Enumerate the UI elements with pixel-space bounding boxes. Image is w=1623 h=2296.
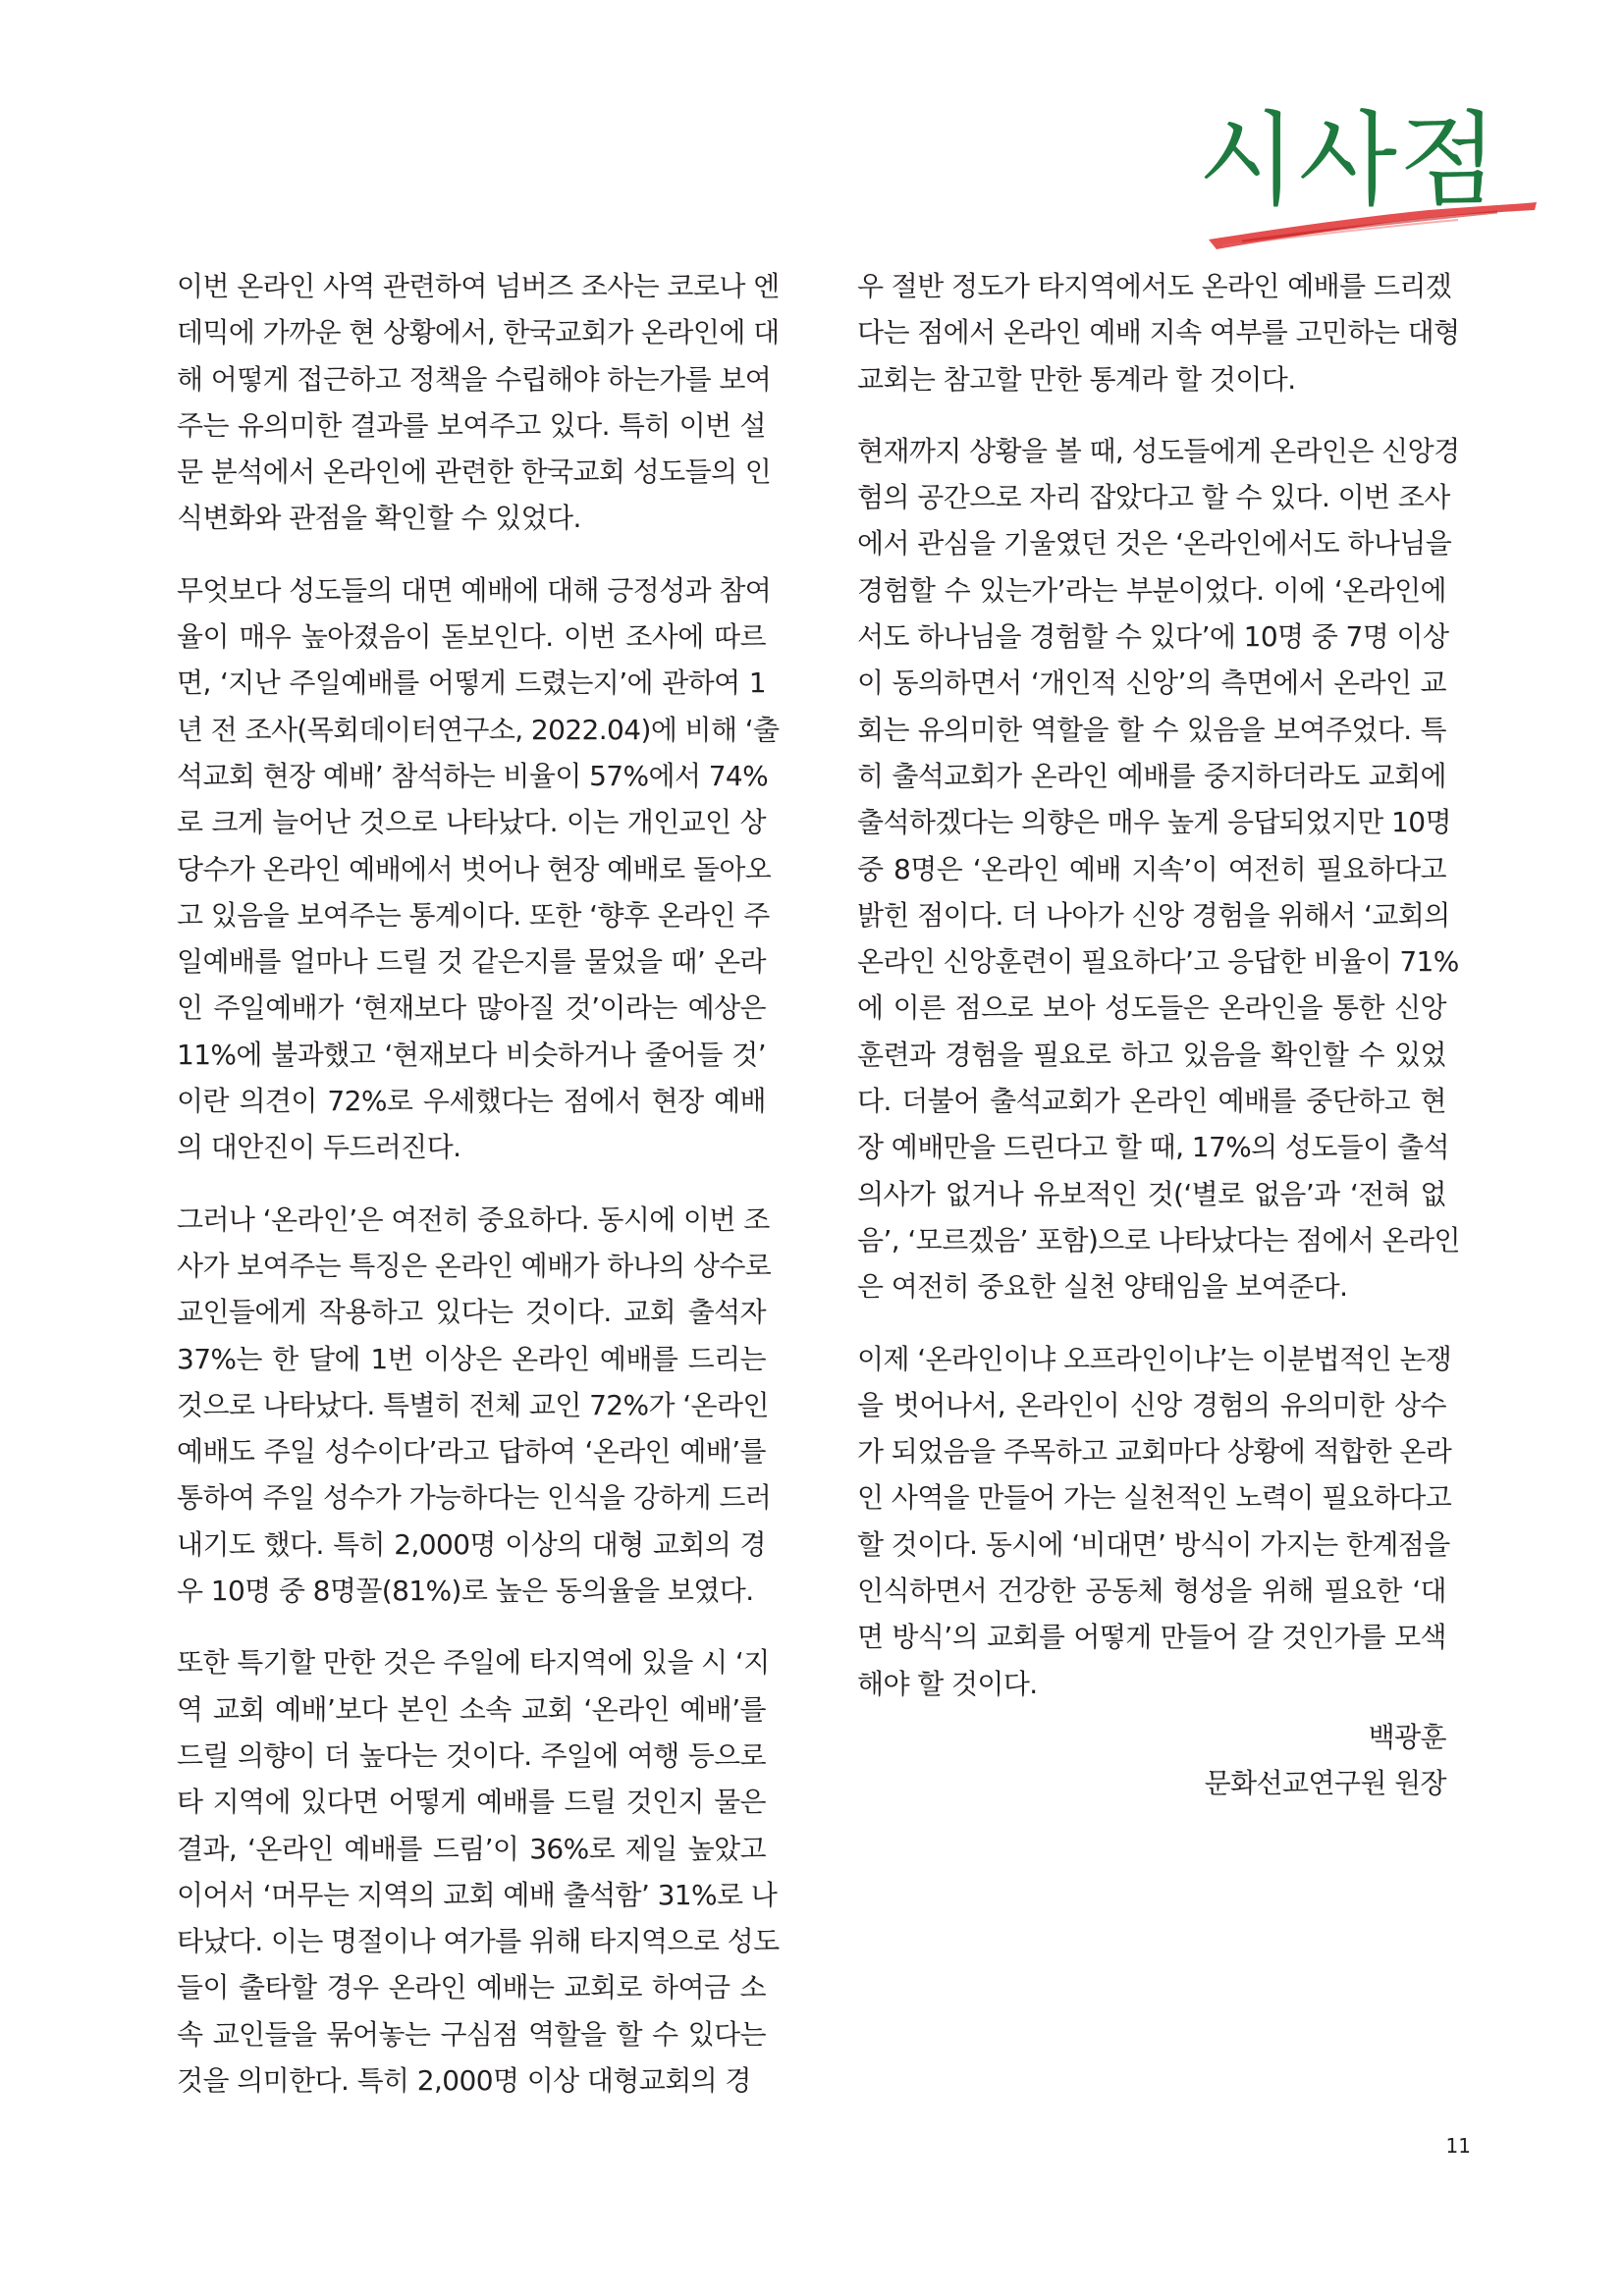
text-line: 예배도 주일 성수이다’라고 답하여 ‘온라인 예배’를 — [177, 1435, 766, 1468]
text-line: 이어서 ‘머무는 지역의 교회 예배 출석함’ 31%로 나 — [177, 1878, 778, 1911]
body-paragraph — [177, 567, 780, 1171]
text-line: 험의 공간으로 자리 잡았다고 할 수 있다. 이번 조사 — [857, 481, 1450, 514]
text-line: 이제 ‘온라인이냐 오프라인이냐’는 이분법적인 논쟁 — [857, 1342, 1452, 1375]
author-name: 백광훈 — [1368, 1721, 1446, 1753]
text-line: 회는 유의미한 역할을 할 수 있음을 보여주었다. 특 — [857, 713, 1446, 746]
text-line: 타났다. 이는 명절이나 여가를 위해 타지역으로 성도 — [177, 1925, 780, 1958]
text-line: 결과, ‘온라인 예배를 드림’이 36%로 제일 높았고 — [177, 1832, 766, 1865]
text-line: 내기도 했다. 특히 2,000명 이상의 대형 교회의 경 — [177, 1527, 766, 1561]
text-line: 것을 의미한다. 특히 2,000명 이상 대형교회의 경 — [177, 2063, 751, 2097]
text-line: 우 10명 중 8명꼴(81%)로 높은 동의율을 보였다. — [177, 1575, 754, 1608]
text-line: 일예배를 얼마나 드릴 것 같은지를 물었을 때’ 온라 — [177, 945, 766, 979]
text-line: 그러나 ‘온라인’은 여전히 중요하다. 동시에 이번 조 — [177, 1202, 770, 1236]
text-line: 의사가 없거나 유보적인 것(‘별로 없음’과 ‘전혀 없 — [857, 1177, 1446, 1210]
text-line: 율이 매우 높아졌음이 돋보인다. 이번 조사에 따르 — [177, 620, 766, 654]
text-line: 통하여 주일 성수가 가능하다는 인식을 강하게 드러 — [177, 1481, 772, 1515]
text-line: 교회는 참고할 만한 통계라 할 것이다. — [857, 362, 1296, 396]
text-line: 주는 유의미한 결과를 보여주고 있다. 특히 이번 설 — [177, 408, 766, 442]
text-line: 데믹에 가까운 현 상황에서, 한국교회가 온라인에 대 — [177, 316, 780, 349]
text-line: 역 교회 예배’보다 본인 소속 교회 ‘온라인 예배’를 — [177, 1692, 766, 1726]
text-line: 인 주일예배가 ‘현재보다 많아질 것’이라는 예상은 — [177, 991, 766, 1025]
text-line: 교인들에게 작용하고 있다는 것이다. 교회 출석자 — [177, 1296, 766, 1329]
text-line: 타 지역에 있다면 어떻게 예배를 드릴 것인지 물은 — [177, 1786, 766, 1819]
section-heading: 시사점 — [1198, 100, 1500, 220]
text-line: 의 대안진이 두드러진다. — [177, 1131, 461, 1164]
author-title: 문화선교연구원 원장 — [1204, 1767, 1446, 1799]
body-paragraph — [857, 263, 1460, 402]
text-line: 면, ‘지난 주일예배를 어떻게 드렸는지’에 관하여 1 — [177, 667, 766, 700]
text-line: 식변화와 관점을 확인할 수 있었다. — [177, 502, 581, 535]
text-line: 년 전 조사(목회데이터연구소, 2022.04)에 비해 ‘출 — [177, 713, 780, 746]
text-line: 해야 할 것이다. — [857, 1667, 1038, 1700]
right-column — [857, 263, 1460, 1733]
text-line: 음’, ‘모르겠음’ 포함)으로 나타났다는 점에서 온라인 — [857, 1223, 1460, 1256]
text-line: 석교회 현장 예배’ 참석하는 비율이 57%에서 74% — [177, 759, 769, 792]
text-line: 속 교인들을 묶어놓는 구심점 역할을 할 수 있다는 — [177, 2017, 766, 2051]
text-line: 에 이른 점으로 보아 성도들은 온라인을 통한 신앙 — [857, 991, 1446, 1025]
left-column — [177, 263, 780, 2129]
text-line: 훈련과 경험을 필요로 하고 있음을 확인할 수 있었 — [857, 1038, 1446, 1071]
page-number: 11 — [1445, 2134, 1471, 2158]
text-line: 문 분석에서 온라인에 관련한 한국교회 성도들의 인 — [177, 455, 772, 489]
text-line: 인식하면서 건강한 공동체 형성을 위해 필요한 ‘대 — [857, 1575, 1446, 1608]
body-paragraph — [177, 1197, 772, 1615]
text-line: 들이 출타할 경우 온라인 예배는 교회로 하여금 소 — [177, 1971, 766, 2004]
text-line: 중 8명은 ‘온라인 예배 지속’이 여전히 필요하다고 — [857, 852, 1446, 885]
text-line: 다는 점에서 온라인 예배 지속 여부를 고민하는 대형 — [857, 316, 1460, 349]
body-paragraph — [177, 1639, 780, 2104]
text-line: 무엇보다 성도들의 대면 예배에 대해 긍정성과 참여 — [177, 573, 772, 607]
body-paragraph — [177, 263, 780, 542]
text-line: 인 사역을 만들어 가는 실천적인 노력이 필요하다고 — [857, 1481, 1452, 1515]
text-line: 또한 특기할 만한 것은 주일에 타지역에 있을 시 ‘지 — [177, 1646, 770, 1680]
text-line: 면 방식’의 교회를 어떻게 만들어 갈 것인가를 모색 — [857, 1621, 1446, 1654]
text-line: 이란 의견이 72%로 우세했다는 점에서 현장 예배 — [177, 1085, 766, 1118]
text-line: 온라인 신앙훈련이 필요하다’고 응답한 비율이 71% — [857, 945, 1459, 979]
text-line: 할 것이다. 동시에 ‘비대면’ 방식이 가지는 한계점을 — [857, 1527, 1450, 1561]
text-line: 해 어떻게 접근하고 정책을 수립해야 하는가를 보여 — [177, 362, 772, 396]
text-line: 11%에 불과했고 ‘현재보다 비슷하거나 줄어들 것’ — [177, 1038, 766, 1071]
text-line: 당수가 온라인 예배에서 벗어나 현장 예배로 돌아오 — [177, 852, 772, 885]
text-line: 히 출석교회가 온라인 예배를 중지하더라도 교회에 — [857, 759, 1446, 792]
text-line: 이 동의하면서 ‘개인적 신앙’의 측면에서 온라인 교 — [857, 667, 1446, 700]
text-line: 에서 관심을 기울였던 것은 ‘온라인에서도 하나님을 — [857, 527, 1452, 561]
text-line: 고 있음을 보여주는 통계이다. 또한 ‘향후 온라인 주 — [177, 898, 770, 932]
text-line: 것으로 나타났다. 특별히 전체 교인 72%가 ‘온라인 — [177, 1388, 769, 1421]
text-line: 장 예배만을 드린다고 할 때, 17%의 성도들이 출석 — [857, 1131, 1449, 1164]
text-line: 다. 더불어 출석교회가 온라인 예배를 중단하고 현 — [857, 1085, 1446, 1118]
text-line: 출석하겠다는 의향은 매우 높게 응답되었지만 10명 — [857, 806, 1451, 839]
body-paragraph — [857, 428, 1460, 1310]
text-line: 은 여전히 중요한 실천 양태임을 보여준다. — [857, 1270, 1348, 1304]
body-paragraph — [857, 1336, 1452, 1707]
text-line: 서도 하나님을 경험할 수 있다’에 10명 중 7명 이상 — [857, 620, 1449, 654]
brush-stroke-decoration — [1203, 196, 1542, 255]
text-line: 로 크게 늘어난 것으로 나타났다. 이는 개인교인 상 — [177, 806, 766, 839]
text-line: 사가 보여주는 특징은 온라인 예배가 하나의 상수로 — [177, 1249, 772, 1282]
text-line: 을 벗어나서, 온라인이 신앙 경험의 유의미한 상수 — [857, 1388, 1446, 1421]
text-line: 경험할 수 있는가’라는 부분이었다. 이에 ‘온라인에 — [857, 573, 1446, 607]
text-line: 현재까지 상황을 볼 때, 성도들에게 온라인은 신앙경 — [857, 434, 1460, 467]
text-line: 이번 온라인 사역 관련하여 넘버즈 조사는 코로나 엔 — [177, 270, 780, 302]
text-line: 밝힌 점이다. 더 나아가 신앙 경험을 위해서 ‘교회의 — [857, 898, 1450, 932]
text-line: 37%는 한 달에 1번 이상은 온라인 예배를 드리는 — [177, 1342, 766, 1375]
text-line: 가 되었음을 주목하고 교회마다 상황에 적합한 온라 — [857, 1435, 1452, 1468]
text-line: 드릴 의향이 더 높다는 것이다. 주일에 여행 등으로 — [177, 1738, 766, 1772]
text-line: 우 절반 정도가 타지역에서도 온라인 예배를 드리겠 — [857, 270, 1452, 302]
